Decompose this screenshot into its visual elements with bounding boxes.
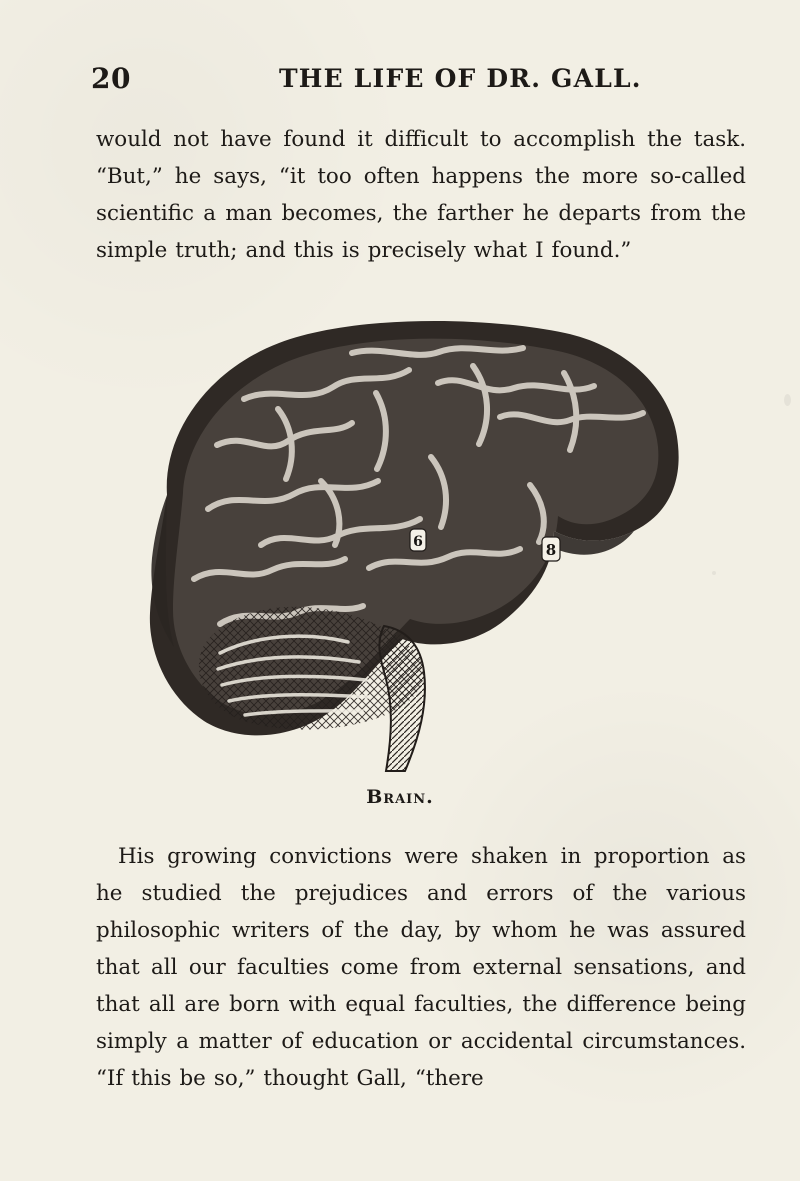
brain-engraving xyxy=(134,313,682,787)
brain-illustration xyxy=(134,313,682,787)
paper-mark xyxy=(712,571,716,575)
figure-caption: Brain. xyxy=(366,786,434,808)
page-number: 20 xyxy=(91,62,131,95)
running-head: THE LIFE OF DR. GALL. xyxy=(279,64,642,93)
page-header xyxy=(91,62,730,98)
body-paragraph-top: would not have found it difficult to accomplish the task. “But,” he says, “it too often happens the more so-called scientific a man becomes, the farther he departs from the simple truth; and this is precisely what I found.” xyxy=(96,127,746,263)
body-paragraph-bottom: His growing convictions were shaken in proportion as he studied the prejudices and errors of the various philosophic writers of the day, by whom he was assured that all our faculties come from external sensations, and that all are born with equal faculties, the difference being simply a matter of education or accidental circumstances. “If this be so,” thought Gall, “there xyxy=(96,844,746,1091)
brain-label-6: 6 xyxy=(413,534,423,550)
paper-mark xyxy=(784,394,791,406)
brain-label-8: 8 xyxy=(545,541,557,559)
